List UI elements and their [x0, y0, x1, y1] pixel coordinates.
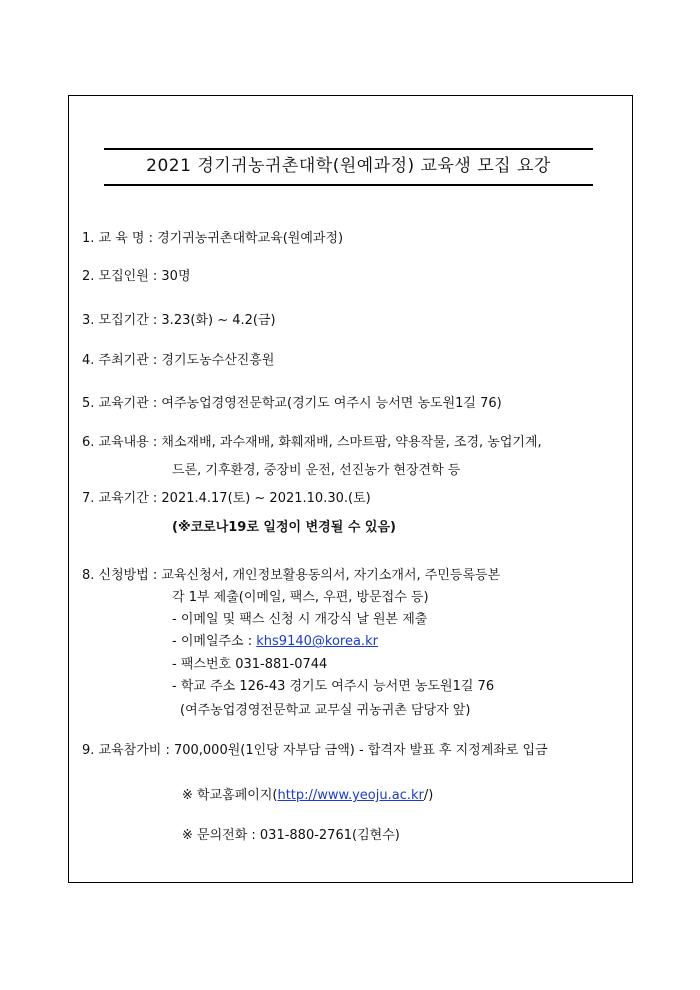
- item-email: [172, 633, 378, 651]
- item-fax: - 팩스번호 031-881-0744: [172, 657, 328, 672]
- item-period-note: (※코로나19로 일정이 변경될 수 있음): [172, 520, 396, 535]
- homepage-link[interactable]: http://www.yeoju.ac.kr: [277, 788, 424, 803]
- email-link[interactable]: khs9140@korea.kr: [256, 634, 378, 649]
- homepage-suffix: /): [423, 788, 434, 803]
- item-host: 4. 주최기관 : 경기도농수산진흥원: [82, 353, 275, 368]
- item-contact: ※ 문의전화 : 031-880-2761(김현수): [182, 828, 400, 843]
- item-recruit-count: 2. 모집인원 : 30명: [82, 269, 191, 284]
- homepage-label: ※ 학교홈페이지(: [182, 788, 278, 803]
- item-course-name: 1. 교 육 명 : 경기귀농귀촌대학교육(원예과정): [82, 231, 344, 246]
- document-title: 2021 경기귀농귀촌대학(원예과정) 교육생 모집 요강: [104, 148, 593, 186]
- item-content-line1: 6. 교육내용 : 채소재배, 과수재배, 화훼재배, 스마트팜, 약용작물, 조경, 농업기계,: [82, 435, 542, 450]
- item-apply-line1: 8. 신청방법 : 교육신청서, 개인정보활용동의서, 자기소개서, 주민등록등본: [82, 568, 501, 583]
- item-institution: 5. 교육기관 : 여주농업경영전문학교(경기도 여주시 능서면 농도원1길 76): [82, 396, 502, 411]
- item-period-line1: 7. 교육기간 : 2021.4.17(토) ~ 2021.10.30.(토): [82, 491, 371, 506]
- item-content-line2: 드론, 기후환경, 중장비 운전, 선진농가 현장견학 등: [172, 463, 461, 478]
- item-apply-line2: 각 1부 제출(이메일, 팩스, 우편, 방문접수 등): [172, 590, 429, 605]
- item-address-note: (여주농업경영전문학교 교무실 귀농귀촌 담당자 앞): [180, 703, 471, 718]
- item-fee: 9. 교육참가비 : 700,000원(1인당 자부담 금액) - 합격자 발표 후 지정계좌로 입금: [82, 743, 548, 758]
- item-homepage: [182, 787, 433, 805]
- email-label: - 이메일주소 :: [172, 634, 257, 649]
- item-apply-line3: - 이메일 및 팩스 신청 시 개강식 날 원본 제출: [172, 612, 428, 627]
- item-recruit-period: 3. 모집기간 : 3.23(화) ~ 4.2(금): [82, 313, 276, 328]
- item-address: - 학교 주소 126-43 경기도 여주시 능서면 농도원1길 76: [172, 679, 495, 694]
- document-frame: [68, 95, 633, 883]
